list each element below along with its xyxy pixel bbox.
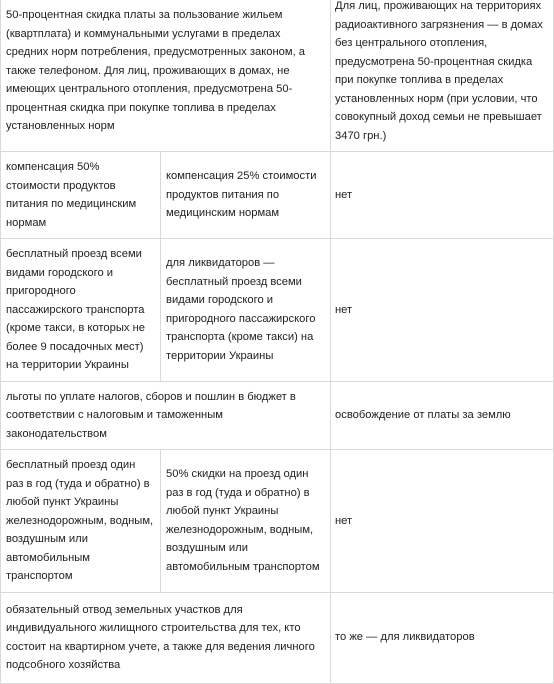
table-cell: нет xyxy=(331,239,554,382)
table-cell: компенсация 25% стоимости продуктов питания по медицинским нормам xyxy=(161,152,331,239)
table-cell: обязательный отвод земельных участков для индивидуального жилищного строительства для тех, кто состоит на квартирном учете, а также для ведения личного подсобного хозяйства xyxy=(1,592,331,683)
table-row xyxy=(1,152,554,239)
table-cell: то же — для ликвидаторов xyxy=(331,592,554,683)
table-cell: льготы по уплате налогов, сборов и пошлин в бюджет в соответствии с налоговым и таможенным законодательством xyxy=(1,381,331,450)
table-cell: нет xyxy=(331,152,554,239)
table-cell: для ликвидаторов — бесплатный проезд всеми видами городского и пригородного пассажирского транспорта (кроме такси) на территории Украины xyxy=(161,239,331,382)
table-row xyxy=(1,592,554,683)
table-cell: бесплатный проезд всеми видами городского и пригородного пассажирского транспорта (кроме такси, в которых не более 9 посадочных мест) на территории Украины xyxy=(1,239,161,382)
table-cell: компенсация 50% стоимости продуктов питания по медицинским нормам xyxy=(1,152,161,239)
table-cell: Для лиц, проживающих на территориях радиоактивного загрязнения — в домах без центрального отопления, предусмотрена 50-процентная скидка при покупке топлива в пределах установленных норм (при условии, что совокупный доход семьи не превышает 3470 грн.) xyxy=(331,0,554,152)
table-row xyxy=(1,239,554,382)
table-row xyxy=(1,0,554,152)
table-row xyxy=(1,381,554,450)
table-cell: бесплатный проезд один раз в год (туда и обратно) в любой пункт Украины железнодорожным, водным, воздушным или автомобильным транспортом xyxy=(1,450,161,593)
table-cell: нет xyxy=(331,450,554,593)
table-row xyxy=(1,450,554,593)
table-cell: 50-процентная скидка платы за пользование жильем (квартплата) и коммунальными услугами в пределах средних норм потребления, предусмотренных законом, а также телефоном. Для лиц, проживающих в домах, не имеющих центрального отопления, предусмотрена 50-процентная скидка при покупке топлива в пределах установленных норм xyxy=(1,0,331,152)
table-cell: освобождение от платы за землю xyxy=(331,381,554,450)
table-cell: 50% скидки на проезд один раз в год (туда и обратно) в любой пункт Украины железнодорожным, водным, воздушным или автомобильным транспортом xyxy=(161,450,331,593)
